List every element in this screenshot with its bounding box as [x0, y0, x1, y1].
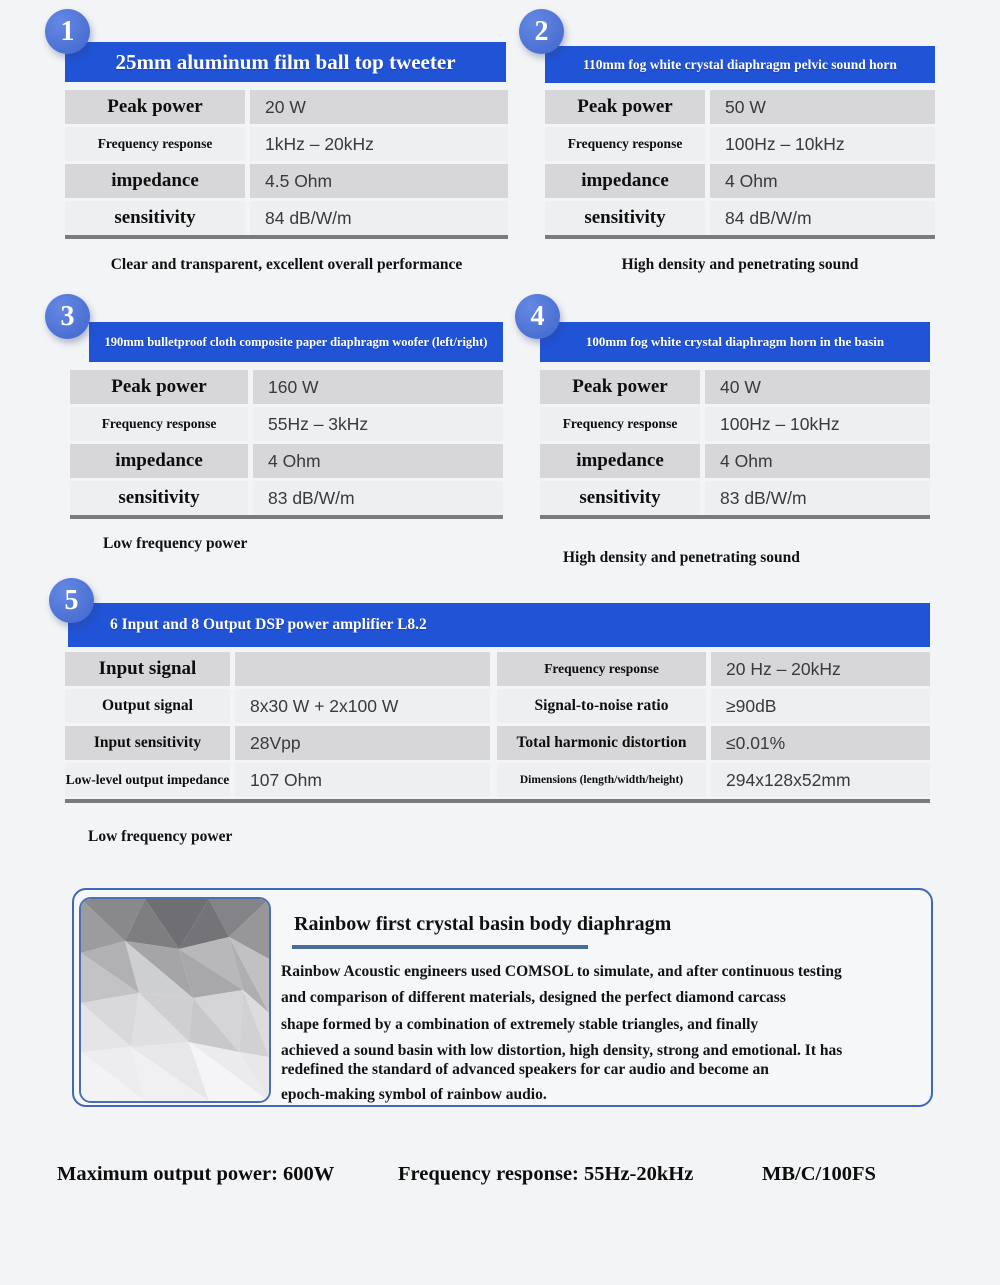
- spec-value: 20 W: [250, 90, 508, 124]
- spec-value: 20 Hz – 20kHz: [711, 652, 930, 686]
- low-poly-pattern: [81, 899, 269, 1101]
- spec-value: 50 W: [710, 90, 935, 124]
- table-row: [540, 407, 930, 441]
- spec-label: Frequency response: [65, 127, 245, 161]
- spec-value: 1kHz – 20kHz: [250, 127, 508, 161]
- table-row: [65, 763, 490, 797]
- section-1-number-badge: 1: [45, 9, 90, 54]
- amplifier-spec-table-right: [497, 652, 930, 797]
- table-row: [545, 164, 935, 198]
- amplifier-spec-table-left: [65, 652, 490, 797]
- table-row: [70, 370, 503, 404]
- spec-value: 294x128x52mm: [711, 763, 930, 797]
- spec-label: Dimensions (length/width/height): [497, 763, 706, 797]
- table-row: [545, 127, 935, 161]
- spec-label: Peak power: [65, 90, 245, 124]
- spec-value: 28Vpp: [235, 726, 490, 760]
- table-row: [540, 444, 930, 478]
- spec-label: Frequency response: [497, 652, 706, 686]
- table-row: [65, 201, 508, 235]
- spec-value: 40 W: [705, 370, 930, 404]
- spec-label: Output signal: [65, 689, 230, 723]
- spec-label: Input signal: [65, 652, 230, 686]
- table-row: [497, 652, 930, 686]
- spec-label: Input sensitivity: [65, 726, 230, 760]
- feature-text-line: redefined the standard of advanced speakers for car audio and become an: [281, 1061, 769, 1078]
- spec-value: 107 Ohm: [235, 763, 490, 797]
- spec-value: 160 W: [253, 370, 503, 404]
- spec-label: impedance: [70, 444, 248, 478]
- spec-label: impedance: [545, 164, 705, 198]
- feature-text-line: and comparison of different materials, designed the perfect diamond carcass: [281, 989, 786, 1006]
- table-row: [70, 444, 503, 478]
- spec-label: Signal-to-noise ratio: [497, 689, 706, 723]
- model-code: MB/C/100FS: [762, 1163, 876, 1185]
- table-row: [65, 652, 490, 686]
- overall-frequency-response: Frequency response: 55Hz-20kHz: [398, 1163, 694, 1185]
- spec-value: 4.5 Ohm: [250, 164, 508, 198]
- table-row: [65, 689, 490, 723]
- spec-label: impedance: [65, 164, 245, 198]
- spec-value: 8x30 W + 2x100 W: [235, 689, 490, 723]
- spec-label: Peak power: [540, 370, 700, 404]
- spec-value: 84 dB/W/m: [250, 201, 508, 235]
- table-row: [70, 407, 503, 441]
- table-row: [545, 201, 935, 235]
- amplifier-caption: Low frequency power: [88, 828, 233, 845]
- spec-label: Frequency response: [540, 407, 700, 441]
- spec-value: 83 dB/W/m: [705, 481, 930, 515]
- midrange-100-caption: High density and penetrating sound: [563, 549, 800, 566]
- spec-label: Peak power: [70, 370, 248, 404]
- spec-label: sensitivity: [70, 481, 248, 515]
- tweeter-caption: Clear and transparent, excellent overall performance: [110, 256, 463, 273]
- midrange-110-table-title: 110mm fog white crystal diaphragm pelvic sound horn: [545, 46, 935, 83]
- table-row: [545, 90, 935, 124]
- spec-label: sensitivity: [65, 201, 245, 235]
- spec-value: 4 Ohm: [710, 164, 935, 198]
- table-row: [497, 763, 930, 797]
- table-row: [540, 481, 930, 515]
- midrange-110-caption: High density and penetrating sound: [621, 256, 859, 273]
- maximum-output-power: Maximum output power: 600W: [57, 1163, 335, 1185]
- woofer-caption: Low frequency power: [103, 535, 248, 552]
- spec-value: 83 dB/W/m: [253, 481, 503, 515]
- feature-text-line: Rainbow Acoustic engineers used COMSOL to simulate, and after continuous testing: [281, 963, 842, 980]
- table-row: [540, 370, 930, 404]
- spec-value: 4 Ohm: [705, 444, 930, 478]
- midrange-100-table-title: 100mm fog white crystal diaphragm horn in the basin: [540, 322, 930, 362]
- spec-label: impedance: [540, 444, 700, 478]
- spec-label: sensitivity: [545, 201, 705, 235]
- amplifier-table-title: 6 Input and 8 Output DSP power amplifier L8.2: [68, 603, 930, 647]
- table-row: [65, 164, 508, 198]
- section-2-number-badge: 2: [519, 9, 564, 54]
- table-row: [70, 481, 503, 515]
- spec-label: Frequency response: [545, 127, 705, 161]
- table-row: [65, 90, 508, 124]
- spec-label: Frequency response: [70, 407, 248, 441]
- table-row: [497, 726, 930, 760]
- feature-text-line: epoch-making symbol of rainbow audio.: [281, 1086, 547, 1103]
- section-5-number-badge: 5: [49, 578, 94, 623]
- tweeter-spec-table: [65, 90, 508, 239]
- spec-value: 4 Ohm: [253, 444, 503, 478]
- section-4-number-badge: 4: [515, 294, 560, 339]
- table-row: [497, 689, 930, 723]
- feature-text-line: shape formed by a combination of extremely stable triangles, and finally: [281, 1016, 759, 1033]
- feature-title: Rainbow first crystal basin body diaphragm: [294, 913, 672, 935]
- spec-value: 55Hz – 3kHz: [253, 407, 503, 441]
- spec-label: Peak power: [545, 90, 705, 124]
- spec-value: 100Hz – 10kHz: [705, 407, 930, 441]
- woofer-table-title: 190mm bulletproof cloth composite paper diaphragm woofer (left/right): [89, 322, 503, 362]
- table-row: [65, 127, 508, 161]
- spec-label: Low-level output impedance: [65, 763, 230, 797]
- midrange-100-spec-table: [540, 370, 930, 519]
- spec-value: 100Hz – 10kHz: [710, 127, 935, 161]
- tweeter-table-title: 25mm aluminum film ball top tweeter: [65, 42, 506, 82]
- spec-value: [235, 652, 490, 686]
- woofer-spec-table: [70, 370, 503, 519]
- spec-value: 84 dB/W/m: [710, 201, 935, 235]
- spec-value: ≥90dB: [711, 689, 930, 723]
- crystal-diaphragm-image: [79, 897, 271, 1103]
- spec-label: sensitivity: [540, 481, 700, 515]
- midrange-110-spec-table: [545, 90, 935, 239]
- feature-text-line: achieved a sound basin with low distortion, high density, strong and emotional. It has: [281, 1042, 843, 1059]
- table-row: [65, 726, 490, 760]
- section-3-number-badge: 3: [45, 294, 90, 339]
- feature-title-underline: [292, 945, 588, 949]
- amplifier-table-bottom-border: [65, 799, 930, 803]
- spec-value: ≤0.01%: [711, 726, 930, 760]
- spec-label: Total harmonic distortion: [497, 726, 706, 760]
